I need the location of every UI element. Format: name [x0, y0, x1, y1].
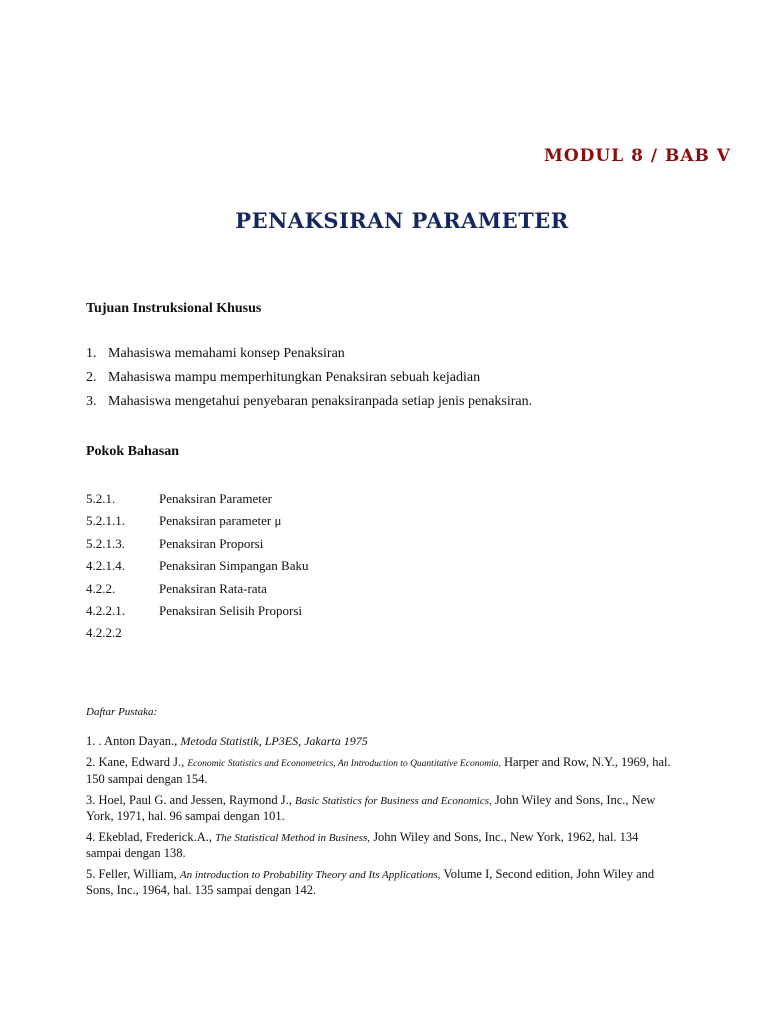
bibliography-list: [86, 734, 671, 904]
topic-code: 4.2.2.: [86, 580, 116, 596]
topic-code: 5.2.1.1.: [86, 513, 125, 529]
objective-text: Mahasiswa memahami konsep Penaksiran: [108, 346, 345, 361]
reference-author: 2. Kane, Edward J.,: [86, 755, 188, 769]
bibliography-heading: Daftar Pustaka:: [86, 706, 158, 718]
reference-title: The Statistical Method in Business,: [215, 832, 371, 844]
page-title: PENAKSIRAN PARAMETER: [235, 208, 569, 233]
topic-row: [86, 512, 308, 534]
topic-code: 5.2.1.3.: [86, 535, 125, 551]
topic-text: Penaksiran Simpangan Baku: [159, 558, 309, 574]
topics-list: [86, 490, 308, 647]
topic-row: [86, 580, 308, 602]
objective-item: [86, 369, 532, 393]
reference-details: Harper and Row, N.Y., 1969, hal. 150 sampai dengan 154.: [86, 755, 671, 786]
reference-title: Metoda Statistik, LP3ES, Jakarta 1975: [180, 734, 368, 748]
topic-text: Penaksiran Proporsi: [159, 535, 264, 551]
reference-details: John Wiley and Sons, Inc., New York, 1971, hal. 96 sampai dengan 101.: [86, 793, 656, 823]
topic-row: [86, 602, 308, 624]
reference-item: [86, 793, 671, 824]
reference-title: Basic Statistics for Business and Economics,: [295, 795, 492, 807]
objectives-list: [86, 345, 532, 417]
pokok-heading: Pokok Bahasan: [86, 444, 179, 459]
topic-code: 4.2.2.2: [86, 625, 122, 641]
topic-text: Penaksiran Rata-rata: [159, 580, 267, 596]
objective-text: Mahasiswa mampu memperhitungkan Penaksiran sebuah kejadian: [108, 370, 481, 385]
tik-heading: Tujuan Instruksional Khusus: [86, 301, 262, 316]
topic-row: [86, 557, 308, 579]
objective-item: [86, 393, 532, 417]
reference-author: 4. Ekeblad, Frederick.A.,: [86, 830, 216, 844]
topic-code: 5.2.1.: [86, 491, 116, 506]
objective-number: 3.: [86, 394, 97, 409]
reference-title: Economic Statistics and Econometrics, An Introduction to Quantitative Economia,: [187, 759, 501, 769]
reference-author: 3. Hoel, Paul G. and Jessen, Raymond J.,: [86, 793, 296, 807]
reference-author: 5. Feller, William,: [86, 867, 180, 881]
topic-text: Penaksiran Selisih Proporsi: [159, 602, 302, 618]
topic-code: 4.2.2.1.: [86, 602, 125, 618]
reference-title: An introduction to Probability Theory and Its Applications,: [179, 869, 441, 881]
reference-item: [86, 830, 671, 861]
reference-details: John Wiley and Sons, Inc., New York, 1962, hal. 134 sampai dengan 138.: [86, 830, 639, 860]
topic-row: [86, 535, 308, 557]
topic-text: Penaksiran parameter μ: [159, 513, 282, 529]
reference-item: [86, 734, 671, 749]
topic-code: 4.2.1.4.: [86, 558, 125, 574]
reference-details: Volume I, Second edition, John Wiley and Sons, Inc., 1964, hal. 135 sampai dengan 142.: [86, 867, 655, 897]
reference-item: [86, 755, 671, 787]
topic-text: Penaksiran Parameter: [159, 491, 272, 506]
reference-item: [86, 867, 671, 898]
objective-number: 2.: [86, 370, 97, 385]
objective-item: [86, 345, 532, 369]
topic-row: [86, 624, 308, 646]
objective-number: 1.: [86, 346, 97, 361]
modul-label: MODUL 8 / BAB V: [544, 146, 731, 166]
topic-row: [86, 490, 308, 512]
objective-text: Mahasiswa mengetahui penyebaran penaksiranpada setiap jenis penaksiran.: [108, 394, 533, 409]
reference-author: 1. . Anton Dayan.,: [86, 734, 181, 748]
